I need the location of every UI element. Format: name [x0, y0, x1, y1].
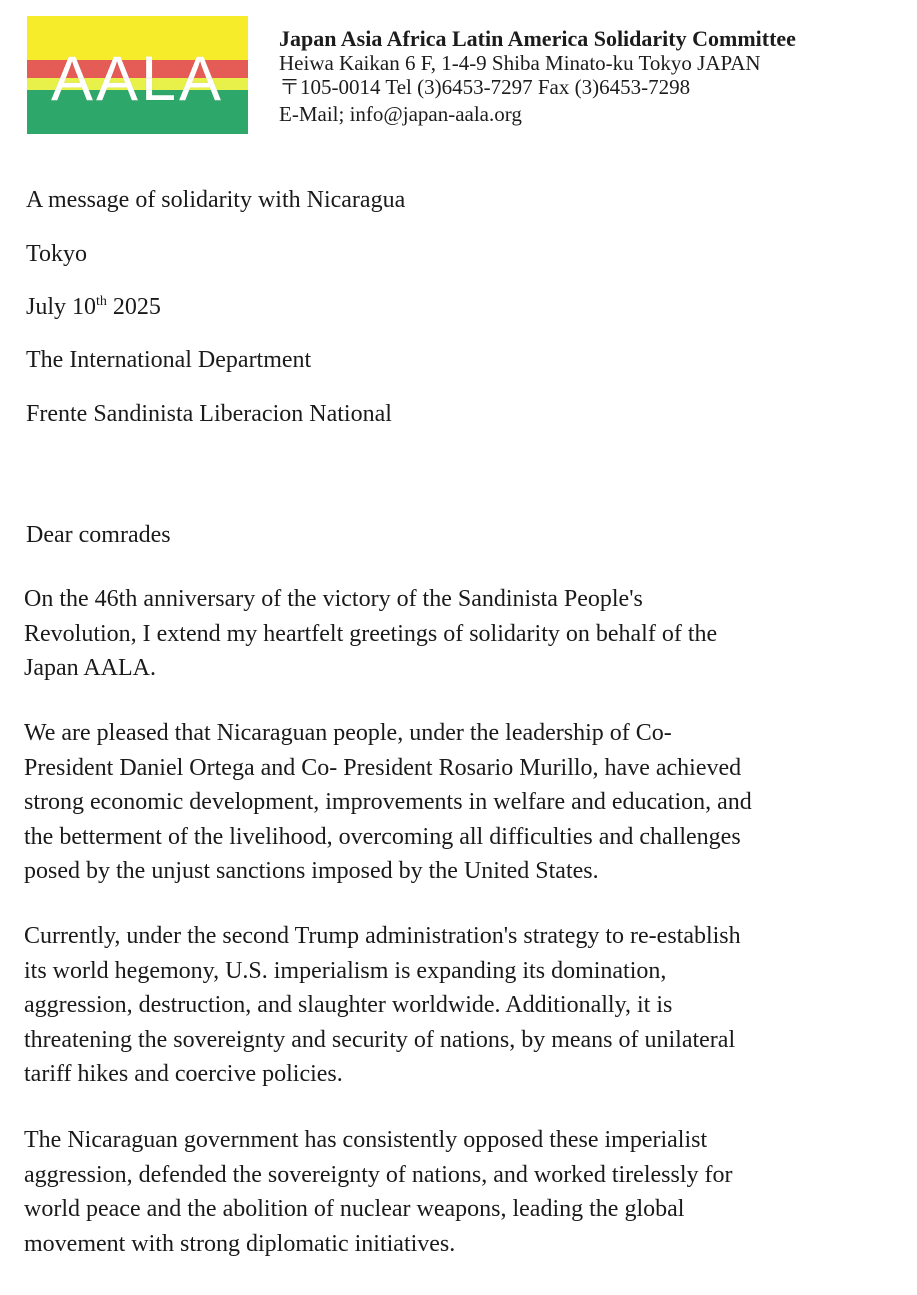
paragraph-line: Japan AALA. [24, 655, 156, 681]
date-year: 2025 [106, 294, 161, 320]
aala-logo [27, 16, 248, 134]
paragraph-line: threatening the sovereignty and security of nations, by means of unilateral [24, 1026, 736, 1053]
paragraph-line: movement with strong diplomatic initiatives. [24, 1230, 456, 1257]
letter-date [26, 293, 161, 321]
paragraph-line: Currently, under the second Trump administration's strategy to re-establish [24, 923, 741, 949]
date-ordinal-suffix: th [96, 294, 107, 309]
recipient-department: The International Department [26, 347, 312, 373]
paragraph-line: world peace and the abolition of nuclear weapons, leading the global [24, 1196, 685, 1222]
paragraph-line: tariff hikes and coercive policies. [24, 1061, 343, 1087]
paragraph-line: Revolution, I extend my heartfelt greetings of solidarity on behalf of the [24, 620, 718, 647]
paragraph-line: aggression, destruction, and slaughter worldwide. Additionally, it is [24, 992, 673, 1018]
date-month-day: July 10 [26, 294, 97, 320]
salutation: Dear comrades [26, 522, 171, 548]
logo-text: AALA [50, 44, 225, 114]
paragraph-line: On the 46th anniversary of the victory of the Sandinista People's [24, 586, 643, 612]
paragraph-line: the betterment of the livelihood, overcoming all difficulties and challenges [24, 823, 741, 850]
organization-name: Japan Asia Africa Latin America Solidarity Committee [279, 26, 796, 51]
paragraph-line: We are pleased that Nicaraguan people, under the leadership of Co- [24, 720, 672, 746]
paragraph-anniversary [24, 582, 884, 686]
paragraph-achievements [24, 716, 884, 889]
paragraph-line: President Daniel Ortega and Co- President Rosario Murillo, have achieved [24, 754, 742, 781]
paragraph-line: its world hegemony, U.S. imperialism is expanding its domination, [24, 957, 667, 984]
organization-contact: 〒105-0014 Tel (3)6453-7297 Fax (3)6453-7298 [279, 75, 691, 99]
organization-email: E-Mail; info@japan-aala.org [279, 102, 522, 126]
paragraph-line: The Nicaraguan government has consistently opposed these imperialist [24, 1127, 708, 1153]
paragraph-line: aggression, defended the sovereignty of nations, and worked tirelessly for [24, 1161, 733, 1188]
paragraph-line: posed by the unjust sanctions imposed by the United States. [24, 858, 599, 884]
letter-place: Tokyo [26, 241, 87, 267]
letter-subject: A message of solidarity with Nicaragua [26, 187, 406, 213]
letterhead [279, 27, 899, 126]
paragraph-line: strong economic development, improvements in welfare and education, and [24, 789, 752, 815]
recipient-organization: Frente Sandinista Liberacion National [26, 401, 392, 427]
paragraph-government [24, 1123, 884, 1261]
organization-address: Heiwa Kaikan 6 F, 1-4-9 Shiba Minato-ku Tokyo JAPAN [279, 51, 761, 75]
paragraph-imperialism [24, 919, 884, 1092]
